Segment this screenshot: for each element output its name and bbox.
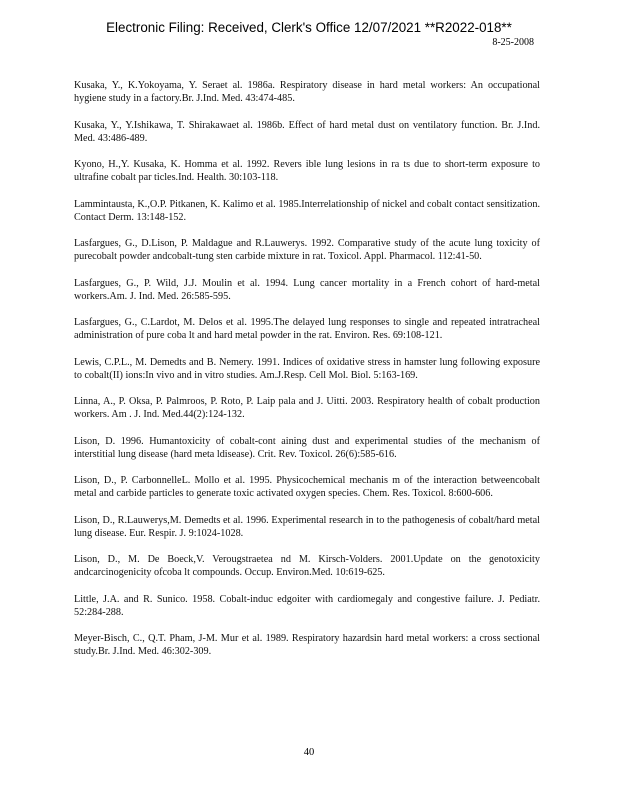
reference-entry: Lasfargues, G., P. Wild, J.J. Moulin et al. 1994. Lung cancer mortality in a French cohort of hard-metal workers.Am. J. Ind. Med. 26:585-595. (74, 277, 540, 302)
reference-entry: Linna, A., P. Oksa, P. Palmroos, P. Roto, P. Laip pala and J. Uitti. 2003. Respiratory health of cobalt production workers. Am . J. Ind. Med.44(2):124-132. (74, 396, 540, 420)
reference-list (74, 79, 540, 672)
reference-entry: Kusaka, Y., K.Yokoyama, Y. Seraet al. 1986a. Respiratory disease in hard metal workers: An occupational hygiene study in a factory.Br. J.Ind. Med. 43:474-485. (74, 80, 540, 104)
reference-entry: Lison, D. 1996. Humantoxicity of cobalt-cont aining dust and experimental studies of the mechanism of interstitial lung disease (hard meta ldisease). Crit. Rev. Toxicol. 26(6):585-616. (74, 435, 540, 460)
filing-header: Electronic Filing: Received, Clerk's Office 12/07/2021 **R2022-018** (106, 20, 512, 35)
document-date: 8-25-2008 (492, 37, 534, 48)
reference-entry: Kyono, H.,Y. Kusaka, K. Homma et al. 1992. Revers ible lung lesions in ra ts due to short-term exposure to ultrafine cobalt par ticles.Ind. Health. 30:103-118. (74, 159, 540, 183)
reference-entry: Lison, D., P. CarbonnelleL. Mollo et al. 1995. Physicochemical mechanis m of the interaction betweencobalt metal and carbide particles to generate toxic activated oxygen species. Chem. Res. Toxicol. 8:600-606. (74, 475, 540, 499)
reference-entry: Lammintausta, K.,O.P. Pitkanen, K. Kalimo et al. 1985.Interrelationship of nickel and cobalt contact sensitization. Contact Derm. 13:148-152. (74, 198, 540, 223)
reference-entry: Little, J.A. and R. Sunico. 1958. Cobalt-induc edgoiter with cardiomegaly and congestive failure. J. Pediatr. 52:284-288. (74, 593, 540, 618)
reference-entry: Lison, D., M. De Boeck,V. Verougstraetea nd M. Kirsch-Volders. 2001.Update on the genotoxicity andcarcinogenicity ofcoba lt compounds. Occup. Environ.Med. 10:619-625. (74, 554, 540, 578)
page-number: 40 (303, 747, 315, 758)
reference-entry: Lison, D., R.Lauwerys,M. Demedts et al. 1996. Experimental research in to the pathogenesis of cobalt/hard metal lung disease. Eur. Respir. J. 9:1024-1028. (74, 514, 540, 539)
reference-entry: Lasfargues, G., C.Lardot, M. Delos et al. 1995.The delayed lung responses to single and repeated intratracheal administration of pure coba lt and hard metal powder in the rat. Environ. Res. 69:108-121. (74, 317, 540, 341)
reference-entry: Kusaka, Y., Y.Ishikawa, T. Shirakawaet al. 1986b. Effect of hard metal dust on ventilatory function. Br. J.Ind. Med. 43:486-489. (74, 119, 540, 144)
reference-entry: Lewis, C.P.L., M. Demedts and B. Nemery. 1991. Indices of oxidative stress in hamster lung following exposure to cobalt(II) ions:In vivo and in vitro studies. Am.J.Resp. Cell Mol. Biol. 5:163-169. (74, 356, 540, 381)
reference-entry: Lasfargues, G., D.Lison, P. Maldague and R.Lauwerys. 1992. Comparative study of the acute lung toxicity of purecobalt powder andcobalt-tung sten carbide mixture in rat. Toxicol. Appl. Pharmacol. 112:41-50. (74, 238, 540, 262)
reference-entry: Meyer-Bisch, C., Q.T. Pham, J-M. Mur et al. 1989. Respiratory hazardsin hard metal workers: a cross sectional study.Br. J.Ind. Med. 46:302-309. (74, 633, 540, 657)
